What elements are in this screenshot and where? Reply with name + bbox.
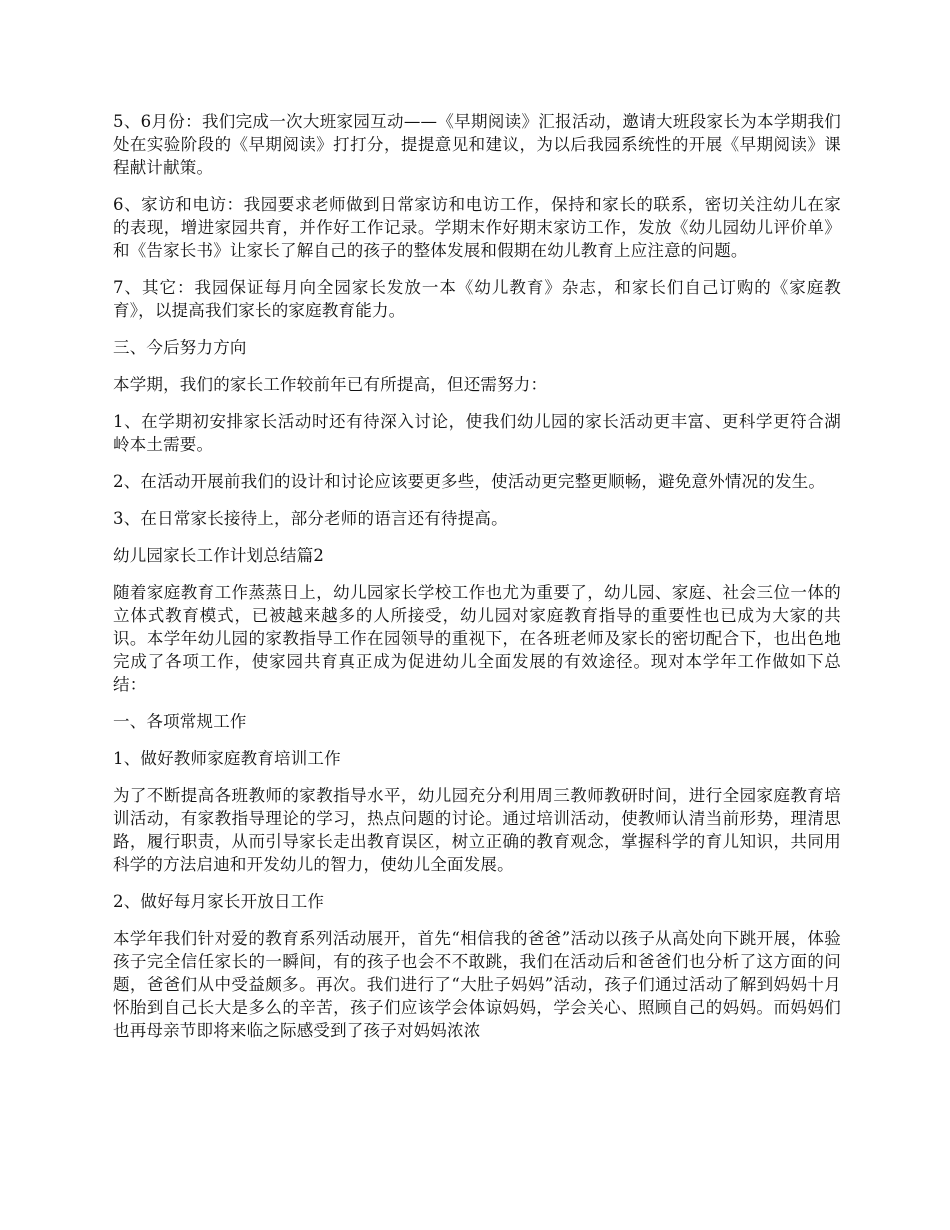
paragraph-part-2-intro: 随着家庭教育工作蒸蒸日上，幼儿园家长学校工作也尤为重要了，幼儿园、家庭、社会三位一体的立体式教育模式，已被越来越多的人所接受，幼儿园对家庭教育指导的重要性也已成为大家的共识。本学年幼儿园的家教指导工作在园领导的重视下，在各班老师及家长的密切配合下，也出色地完成了各项工作，使家园共育真正成为促进幼儿全面发展的有效途径。现对本学年工作做如下总结： — [113, 583, 841, 694]
paragraph-semester-intro: 本学期，我们的家长工作较前年已有所提高，但还需努力： — [113, 375, 548, 394]
subheading-open-day: 2、做好每月家长开放日工作 — [113, 892, 325, 911]
document-page — [113, 110, 841, 1056]
paragraph-improve-point-2: 2、在活动开展前我们的设计和讨论应该要更多些，使活动更完整更顺畅，避免意外情况的发生。 — [113, 472, 826, 491]
paragraph-improve-point-3: 3、在日常家长接待上，部分老师的语言还有待提高。 — [113, 509, 508, 528]
article-title-part-2: 幼儿园家长工作计划总结篇2 — [113, 546, 325, 565]
paragraph-may-june-reading-report: 5、6月份：我们完成一次大班家园互动——《早期阅读》汇报活动，邀请大班段家长为本学期我们处在实验阶段的《早期阅读》打打分，提提意见和建议，为以后我园系统性的开展《早期阅读》课程献计献策。 — [113, 112, 841, 177]
section-heading-future-direction: 三、今后努力方向 — [113, 338, 247, 357]
section-heading-routine-work: 一、各项常规工作 — [113, 712, 247, 731]
paragraph-other-magazines: 7、其它：我园保证每月向全园家长发放一本《幼儿教育》杂志，和家长们自己订购的《家庭教育》，以提高我们家长的家庭教育能力。 — [113, 278, 841, 320]
paragraph-improve-point-1: 1、在学期初安排家长活动时还有待深入讨论，使我们幼儿园的家长活动更丰富、更科学更符合湖岭本土需要。 — [113, 412, 841, 454]
paragraph-home-visits: 6、家访和电访：我园要求老师做到日常家访和电访工作，保持和家长的联系，密切关注幼儿在家的表现，增进家园共育，并作好工作记录。学期末作好期末家访工作，发放《幼儿园幼儿评价单》和《告家长书》让家长了解自己的孩子的整体发展和假期在幼儿教育上应注意的问题。 — [113, 195, 841, 260]
subheading-teacher-training: 1、做好教师家庭教育培训工作 — [113, 749, 341, 768]
paragraph-teacher-training: 为了不断提高各班教师的家教指导水平，幼儿园充分利用周三教师教研时间，进行全园家庭教育培训活动，有家教指导理论的学习，热点问题的讨论。通过培训活动，使教师认清当前形势，理清思路，履行职责，从而引导家长走出教育误区，树立正确的教育观念，掌握科学的育儿知识，共同用科学的方法启迪和开发幼儿的智力，使幼儿全面发展。 — [113, 786, 841, 874]
paragraph-open-day: 本学年我们针对爱的教育系列活动展开，首先“相信我的爸爸”活动以孩子从高处向下跳开展，体验孩子完全信任家长的一瞬间，有的孩子也会不不敢跳，我们在活动后和爸爸们也分析了这方面的问题，爸爸们从中受益颇多。再次。我们进行了“大肚子妈妈”活动，孩子们通过活动了解到妈妈十月怀胎到自己长大是多么的辛苦，孩子们应该学会体谅妈妈，学会关心、照顾自己的妈妈。而妈妈们也再母亲节即将来临之际感受到了孩子对妈妈浓浓 — [113, 929, 841, 1040]
